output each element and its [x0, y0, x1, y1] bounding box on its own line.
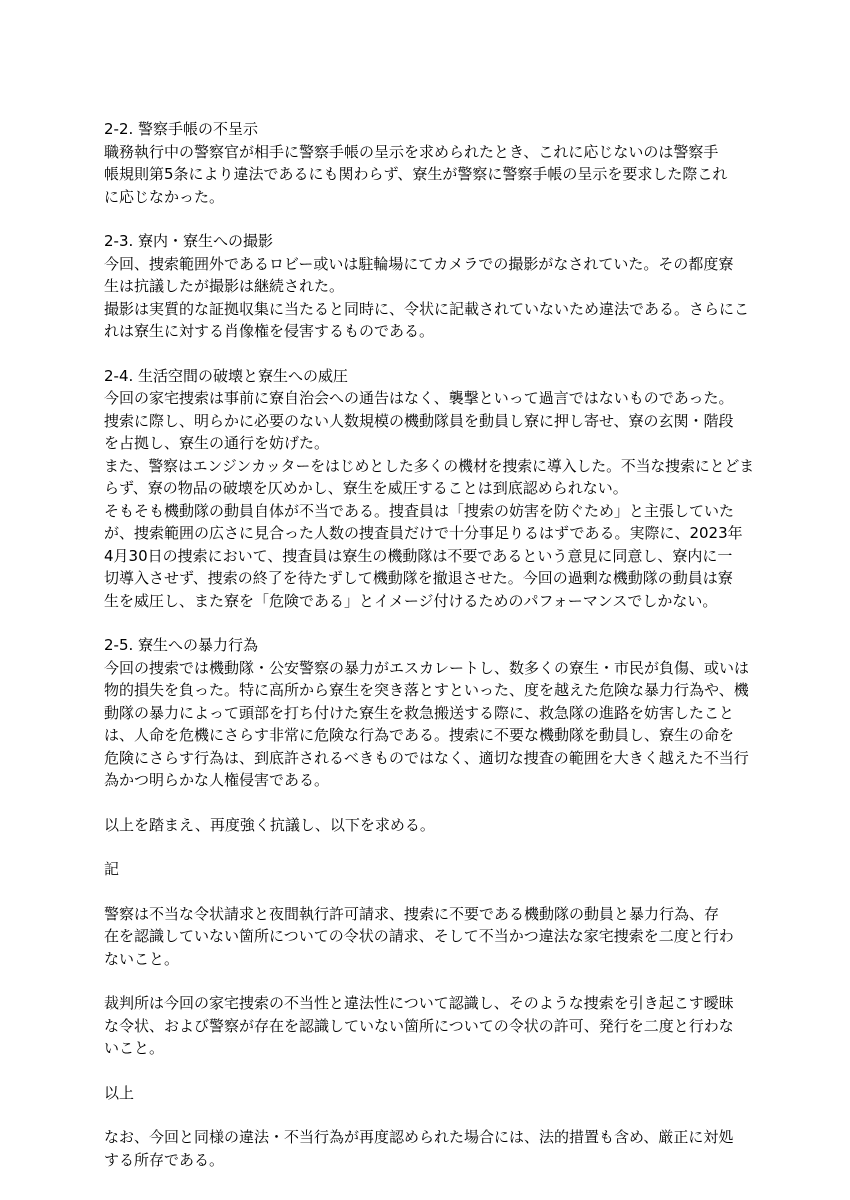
paragraph-line: 物的損失を負った。特に高所から寮生を突き落とすといった、度を越えた危険な暴力行為や、機 — [104, 681, 749, 699]
paragraph-line: ないこと。 — [104, 949, 180, 968]
section-2-4 — [104, 365, 754, 613]
section-2-2 — [104, 118, 754, 208]
paragraph-line: 今回、捜索範囲外であるロビー或いは駐輪場にてカメラでの撮影がなされていた。その都度寮 — [104, 254, 734, 273]
paragraph-line: らず、寮の物品の破壊を仄めかし、寮生を威圧することは到底認められない。 — [104, 479, 628, 497]
paragraph-line: そもそも機動隊の動員自体が不当である。捜査員は「捜索の妨害を防ぐため」と主張していた — [104, 501, 735, 520]
paragraph-line: 生を威圧し、また寮を「危険である」とイメージ付けるためのパフォーマンスでしかない。 — [104, 591, 718, 610]
paragraph-line: 動隊の暴力によって頭部を打ち付けた寮生を救急搬送する際に、救急隊の進路を妨害したこと — [104, 703, 735, 722]
paragraph-line: な令状、および警察が存在を認識していない箇所についての令状の許可、発行を二度と行わな — [104, 1016, 734, 1035]
paragraph-line: 今回の捜索では機動隊・公安警察の暴力がエスカレートし、数多くの寮生・市民が負傷、或いは — [104, 658, 750, 677]
section-heading: 2-4. 生活空間の破壊と寮生への威圧 — [104, 366, 349, 385]
final-paragraph — [104, 1126, 754, 1171]
section-heading: 2-3. 寮内・寮生への撮影 — [104, 232, 274, 250]
paragraph-line: 撮影は実質的な証拠収集に当たると同時に、令状に記載されていないため違法である。さらにこ — [104, 299, 750, 318]
paragraph-line: いこと。 — [104, 1039, 165, 1057]
summary-paragraph — [104, 814, 754, 837]
demand-court — [104, 992, 754, 1060]
section-2-3 — [104, 230, 754, 343]
paragraph-line: 危険にさらす行為は、到底許されるべきものではなく、適切な捜査の範囲を大きく越えた不当行 — [104, 748, 749, 767]
paragraph-line: なお、今回と同様の違法・不当行為が再度認められた場合には、法的措置も含め、厳正に対処 — [104, 1128, 734, 1146]
paragraph-line: する所存である。 — [104, 1150, 225, 1169]
paragraph-line: が、捜索範囲の広さに見合った人数の捜査員だけで十分事足りるはずである。実際に、2023年 — [104, 524, 743, 542]
section-2-5 — [104, 634, 754, 792]
ki-label: 記 — [104, 860, 120, 878]
demand-police — [104, 903, 754, 971]
paragraph-line: れは寮生に対する肖像権を侵害するものである。 — [104, 322, 435, 340]
paragraph-line: 警察は不当な令状請求と夜間執行許可請求、捜索に不要である機動隊の動員と暴力行為、存 — [104, 904, 720, 923]
ijou-label: 以上 — [104, 1083, 135, 1102]
ki-marker — [104, 858, 754, 881]
document-page — [104, 118, 754, 1193]
paragraph-line: 捜索に際し、明らかに必要のない人数規模の機動隊員を動員し寮に押し寄せ、寮の玄関・階段 — [104, 411, 734, 430]
paragraph-line: 生は抗議したが撮影は継続された。 — [104, 277, 345, 295]
paragraph-line: また、警察はエンジンカッターをはじめとした多くの機材を捜索に導入した。不当な捜索にとどま — [104, 456, 755, 475]
paragraph-line: に応じなかった。 — [104, 187, 225, 206]
paragraph-line: 今回の家宅捜索は事前に寮自治会への通告はなく、襲撃といって過言ではないものであった。 — [104, 389, 734, 407]
paragraph-line: 職務執行中の警察官が相手に警察手帳の呈示を求められたとき、これに応じないのは警察手 — [104, 142, 719, 161]
paragraph-line: 切導入させず、捜索の終了を待たずして機動隊を撤退させた。今回の過剰な機動隊の動員は寮 — [104, 569, 733, 587]
paragraph-line: 帳規則第5条により違法であるにも関わらず、寮生が警察に警察手帳の呈示を要求した際これ — [104, 165, 728, 183]
section-heading: 2-5. 寮生への暴力行為 — [104, 636, 259, 654]
paragraph-line: 裁判所は今回の家宅捜索の不当性と違法性について認識し、そのような捜索を引き起こす曖昧 — [104, 994, 734, 1012]
section-heading: 2-2. 警察手帳の不呈示 — [104, 120, 259, 138]
paragraph-line: は、人命を危機にさらす非常に危険な行為である。捜索に不要な機動隊を動員し、寮生の命を — [104, 726, 735, 744]
paragraph-line: 為かつ明らかな人権侵害である。 — [104, 771, 330, 789]
summary-line: 以上を踏まえ、再度強く抗議し、以下を求める。 — [104, 815, 435, 834]
ijou-marker — [104, 1082, 754, 1105]
paragraph-line: を占拠し、寮生の通行を妨げた。 — [104, 434, 330, 452]
paragraph-line: 在を認識していない箇所についての令状の請求、そして不当かつ違法な家宅捜索を二度と行わ — [104, 927, 734, 945]
paragraph-line: 4月30日の捜索において、捜査員は寮生の機動隊は不要であるという意見に同意し、寮内に一 — [104, 546, 733, 565]
